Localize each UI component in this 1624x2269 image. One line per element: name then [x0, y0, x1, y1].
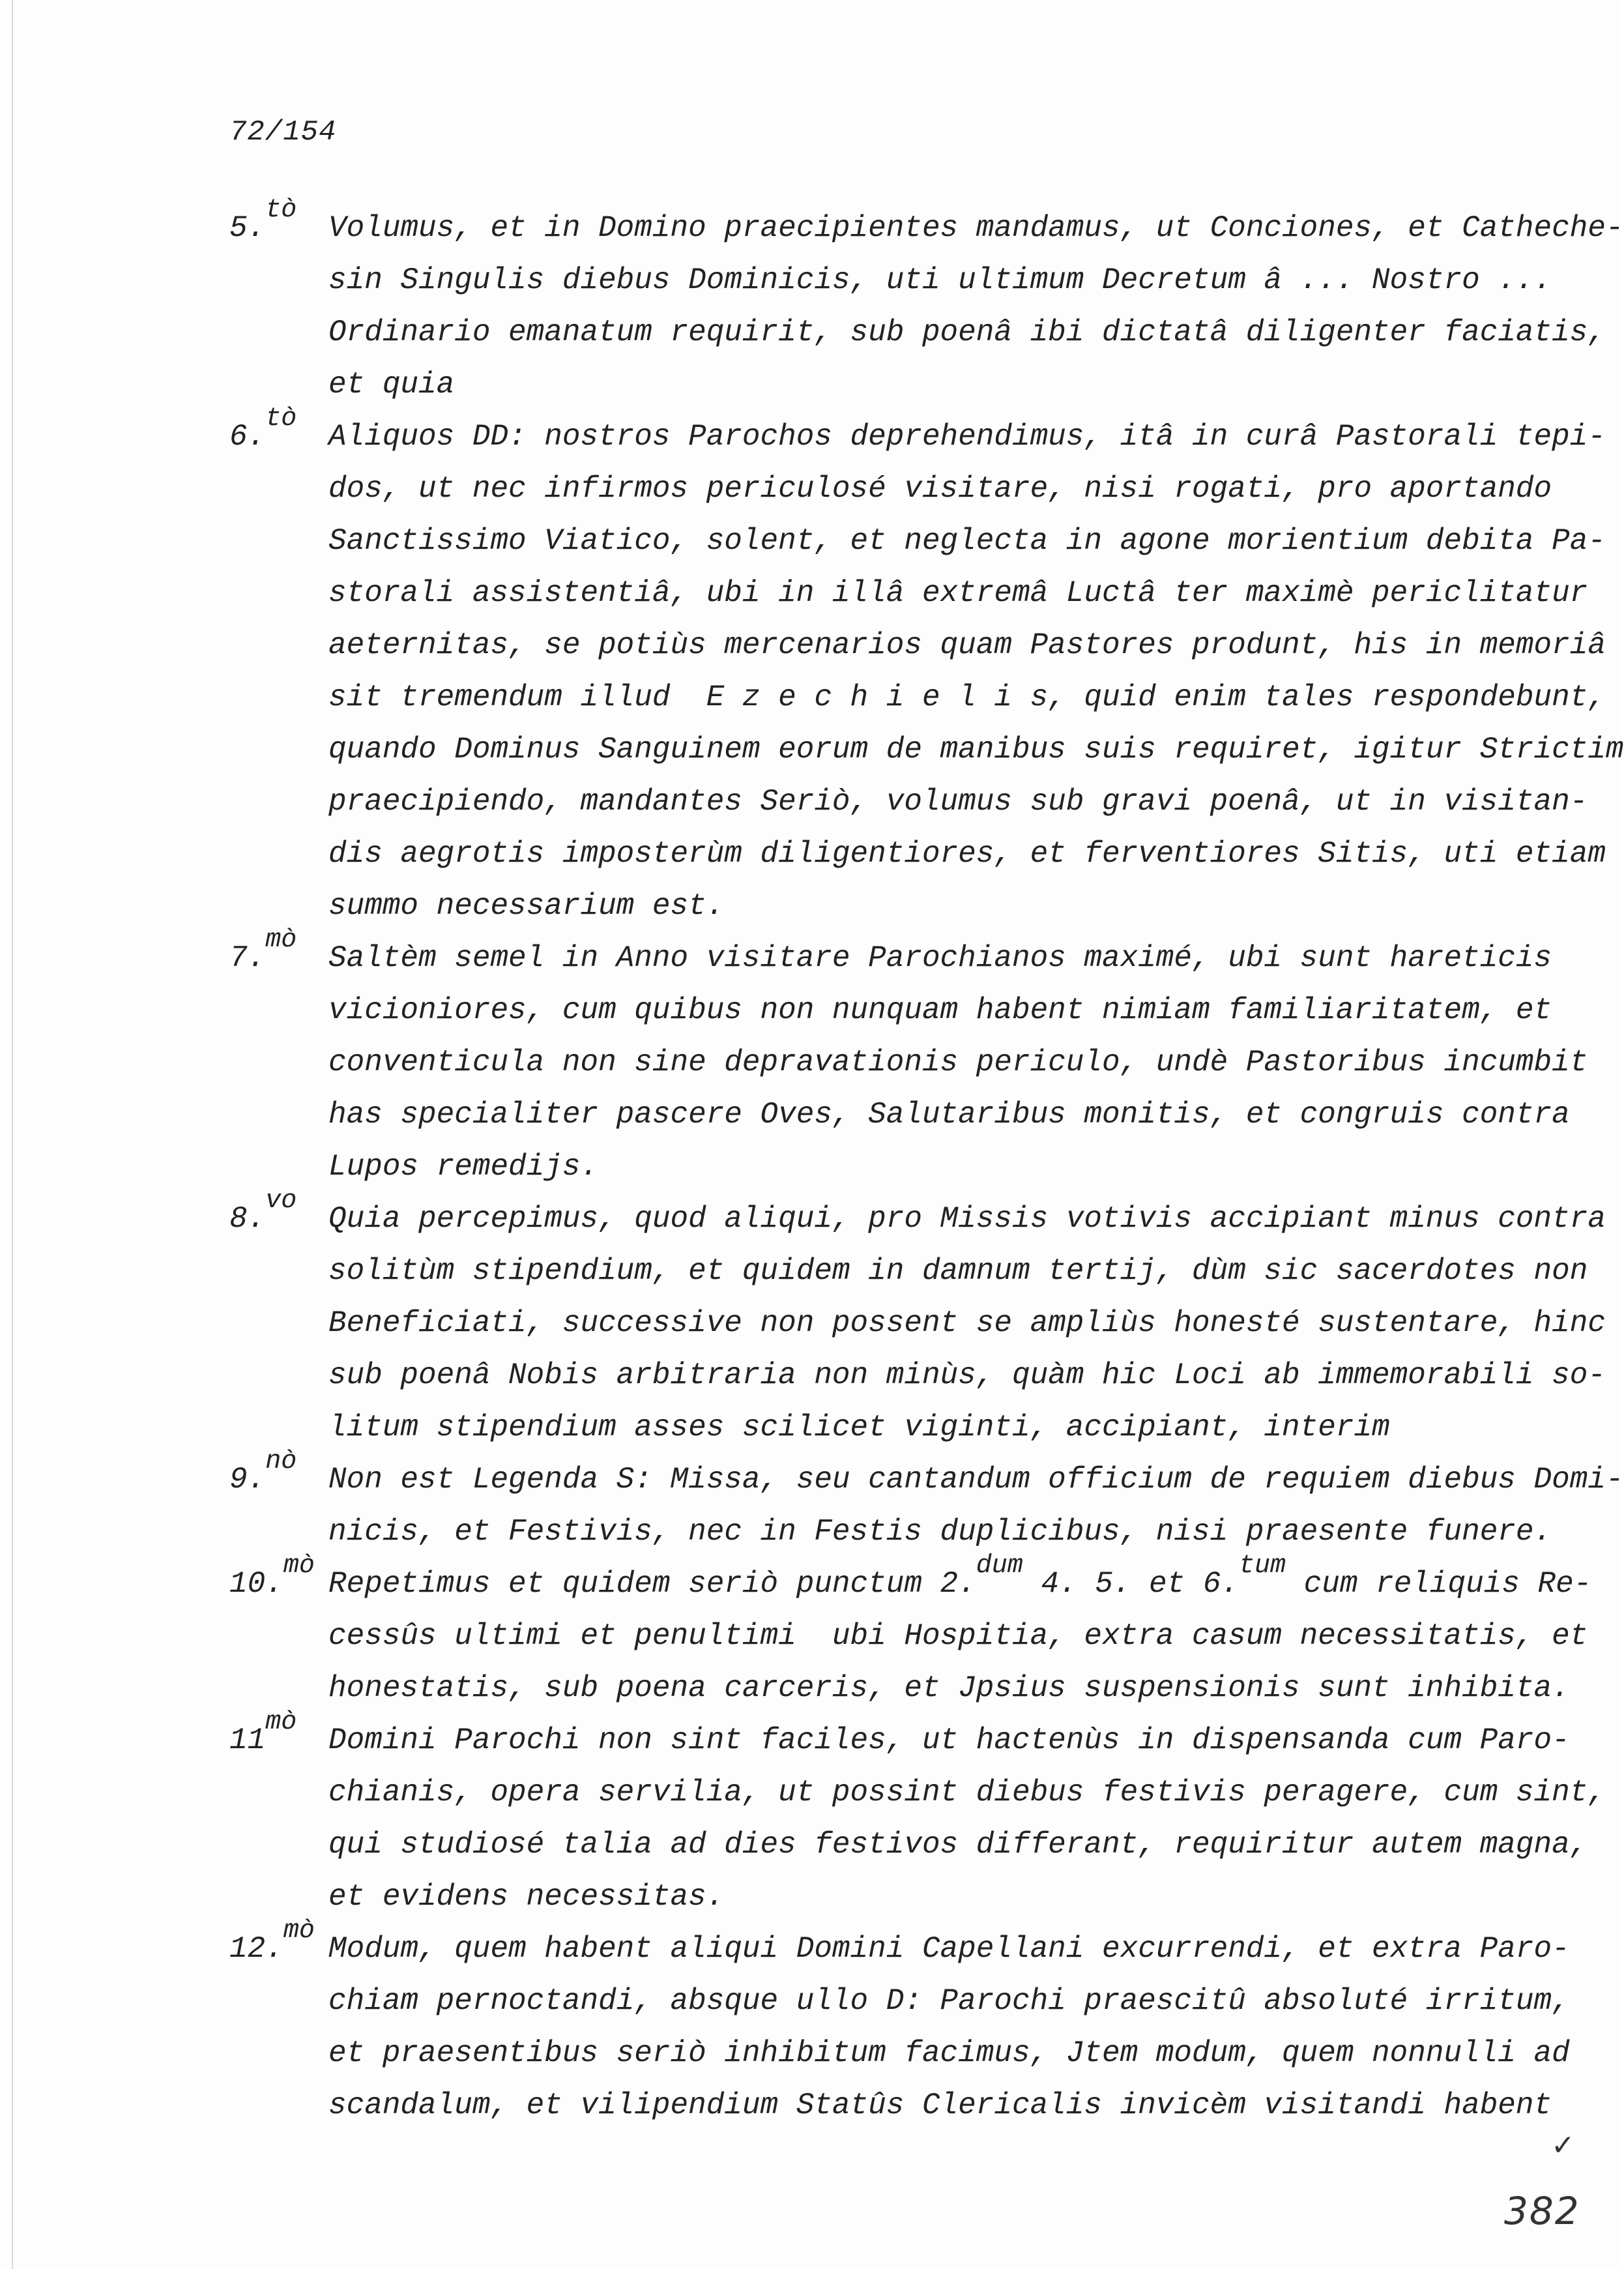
text-line: Ordinario emanatum requirit, sub poenâ ibi dictatâ diligenter faciatis, [328, 315, 1606, 349]
decree-number: 9.$^{nò}$ [229, 1447, 297, 1497]
text-line: Modum, quem habent aliqui Domini Capellani excurrendi, et extra Paro- [328, 1932, 1570, 1966]
text-line: nicis, et Festivis, nec in Festis duplicibus, nisi praesente funere. [328, 1515, 1552, 1549]
decree-item [229, 1708, 1606, 1923]
text-line: storali assistentiâ, ubi in illâ extremâ Luctâ ter maximè periclitatur [328, 576, 1588, 610]
text-line: Aliquos DD: nostros Parochos deprehendimus, itâ in curâ Pastorali tepi- [328, 420, 1606, 454]
ordinal-suffix: mò [265, 926, 297, 955]
ordinal-suffix: mò [283, 1916, 315, 1946]
text-line: litum stipendium asses scilicet viginti, accipiant, interim [328, 1411, 1390, 1444]
text-line: vicioniores, cum quibus non nunquam habent nimiam familiaritatem, et [328, 993, 1552, 1027]
ordinal-suffix: mò [265, 1708, 297, 1737]
text-line: has specialiter pascere Oves, Salutaribus monitis, et congruis contra [328, 1098, 1570, 1132]
decree-text [328, 1923, 1570, 2131]
decree-item [229, 1186, 1606, 1454]
decree-item [229, 196, 1624, 411]
decree-text [328, 202, 1624, 411]
text-line: dos, ut nec infirmos periculosé visitare, nisi rogati, pro aportando [328, 472, 1552, 506]
text-line: chianis, opera servilia, ut possint diebus festivis peragere, cum sint, [328, 1776, 1606, 1809]
text-line: dis aegrotis imposterùm diligentiores, et ferventiores Sitis, uti etiam [328, 837, 1606, 871]
text-line: Repetimus et quidem seriò punctum 2.dum 4. 5. et 6.tum cum reliquis Re- [328, 1551, 1592, 1601]
decree-number: 7.$^{mò}$ [229, 926, 297, 975]
decree-item [229, 926, 1588, 1193]
decree-text [328, 1454, 1624, 1558]
folio-number: 382 [1504, 2189, 1580, 2233]
text-line: Domini Parochi non sint faciles, ut hactenùs in dispensanda cum Paro- [328, 1723, 1570, 1757]
check-mark-icon: ✓ [1551, 2129, 1575, 2162]
text-line: qui studiosé talia ad dies festivos differant, requiritur autem magna, [328, 1828, 1588, 1862]
ordinal-suffix: vo [265, 1186, 297, 1216]
decree-number: 5.$^{tò}$ [229, 196, 297, 245]
decree-number: 10.$^{mò}$ [229, 1551, 315, 1601]
decree-number: 6.$^{tò}$ [229, 404, 297, 454]
page-reference: 72/154 [229, 116, 337, 149]
text-line: conventicula non sine depravationis periculo, undè Pastoribus incumbit [328, 1046, 1588, 1079]
text-line: honestatis, sub poena carceris, et Jpsius suspensionis sunt inhibita. [328, 1671, 1570, 1705]
decree-text [328, 1551, 1592, 1714]
decree-number: 12.$^{mò}$ [229, 1916, 315, 1966]
decree-item [229, 1447, 1624, 1558]
text-line: chiam pernoctandi, absque ullo D: Parochi praescitû absoluté irritum, [328, 1984, 1570, 2018]
text-line: quando Dominus Sanguinem eorum de manibus suis requiret, igitur Strictim [328, 733, 1624, 767]
decree-text [328, 1193, 1606, 1454]
decree-list [229, 196, 1624, 2131]
text-line: Volumus, et in Domino praecipientes mandamus, ut Conciones, et Catheche- [328, 211, 1624, 245]
text-line: aeternitas, se potiùs mercenarios quam Pastores produnt, his in memoriâ [328, 628, 1606, 662]
text-line: Saltèm semel in Anno visitare Parochianos maximé, ubi sunt hareticis [328, 941, 1552, 975]
ordinal-suffix: nò [265, 1447, 297, 1476]
ordinal-suffix: tò [265, 404, 297, 433]
text-line: et praesentibus seriò inhibitum facimus, Jtem modum, quem nonnulli ad [328, 2036, 1570, 2070]
scan-edge-line [12, 0, 13, 2269]
text-line: Lupos remedijs. [328, 1150, 599, 1184]
text-line: et evidens necessitas. [328, 1880, 725, 1914]
text-line: sub poenâ Nobis arbitraria non minùs, quàm hic Loci ab immemorabili so- [328, 1358, 1606, 1392]
text-line: scandalum, et vilipendium Statûs Clericalis invicèm visitandi habent [328, 2088, 1552, 2122]
text-line: et quia [328, 368, 455, 402]
ordinal-suffix: tò [265, 196, 297, 225]
decree-item [229, 404, 1624, 932]
decree-item [229, 1551, 1592, 1714]
decree-item [229, 1916, 1570, 2131]
decree-text [328, 1714, 1606, 1923]
text-line: Sanctissimo Viatico, solent, et neglecta in agone morientium debita Pa- [328, 524, 1606, 558]
text-line: Non est Legenda S: Missa, seu cantandum officium de requiem diebus Domi- [328, 1463, 1624, 1497]
ordinal-suffix: mò [283, 1551, 315, 1581]
text-line: cessûs ultimi et penultimi ubi Hospitia, extra casum necessitatis, et [328, 1619, 1588, 1653]
decree-text [328, 411, 1624, 932]
text-line: Quia percepimus, quod aliqui, pro Missis votivis accipiant minus contra [328, 1202, 1606, 1236]
decree-number: $11^{mò}$ [229, 1708, 297, 1757]
decree-text [328, 932, 1588, 1193]
text-line: summo necessarium est. [328, 889, 725, 923]
text-line: praecipiendo, mandantes Seriò, volumus sub gravi poenâ, ut in visitan- [328, 785, 1588, 819]
text-line: sit tremendum illud E z e c h i e l i s, quid enim tales respondebunt, [328, 681, 1606, 714]
text-line: solitùm stipendium, et quidem in damnum tertij, dùm sic sacerdotes non [328, 1254, 1588, 1288]
text-line: Beneficiati, successive non possent se ampliùs honesté sustentare, hinc [328, 1306, 1606, 1340]
decree-number: 8.$^{vo}$ [229, 1186, 297, 1236]
text-line: sin Singulis diebus Dominicis, uti ultimum Decretum â ... Nostro ... [328, 263, 1552, 297]
